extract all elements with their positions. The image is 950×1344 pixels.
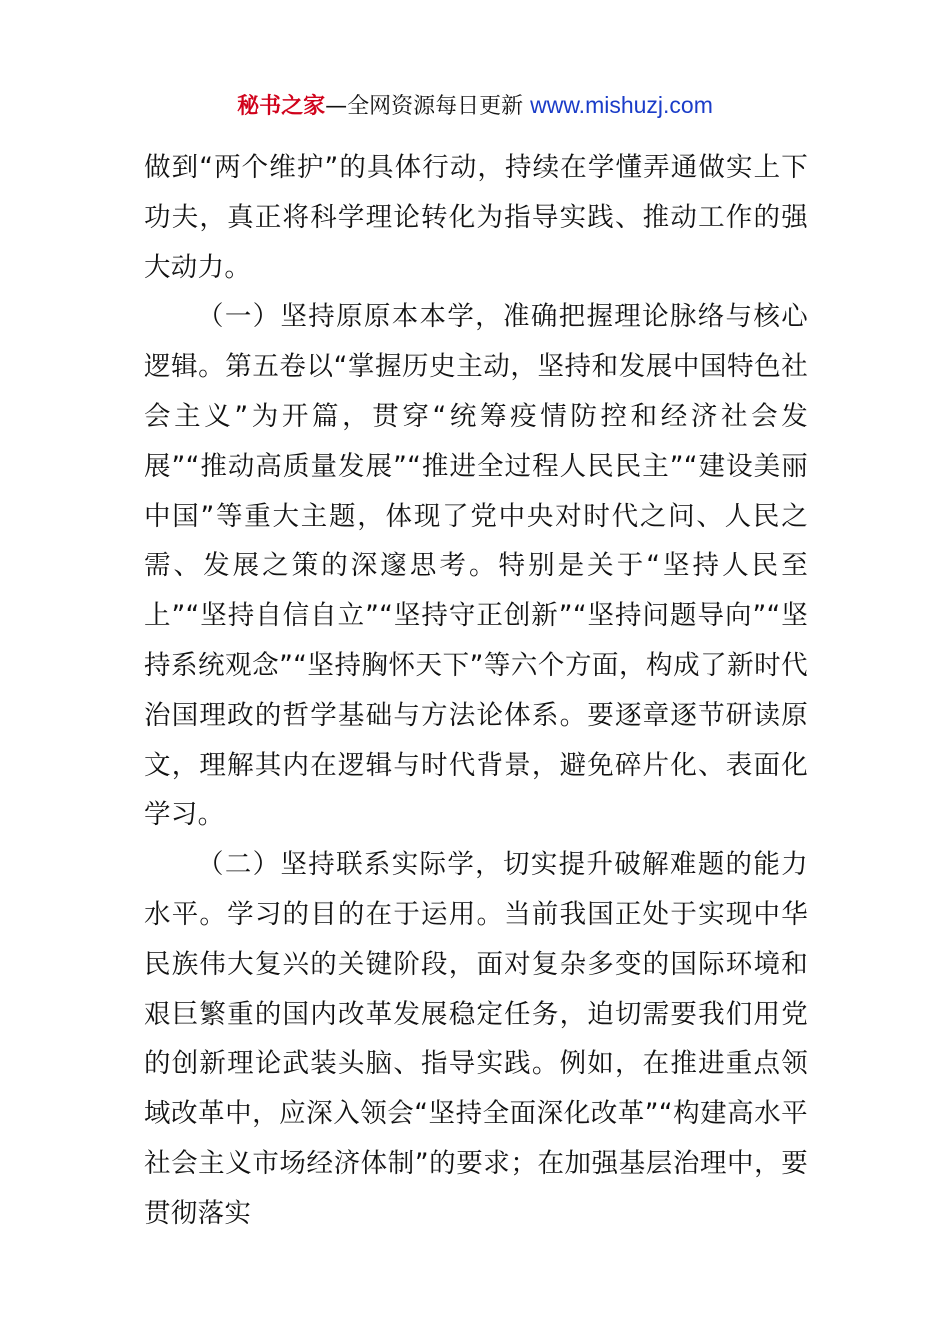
site-brand: 秘书之家	[237, 94, 326, 119]
site-slogan: —全网资源每日更新	[325, 94, 531, 119]
document-body	[144, 143, 808, 1239]
site-header	[0, 88, 950, 124]
paragraph-section-1: （一）坚持原原本本学，准确把握理论脉络与核心逻辑。第五卷以“掌握历史主动，坚持和发展中国特色社会主义”为开篇，贯穿“统筹疫情防控和经济社会发展”“推动高质量发展”“推进全过程人民民主”“建设美丽中国”等重大主题，体现了党中央对时代之问、人民之需、发展之策的深邃思考。特别是关于“坚持人民至上”“坚持自信自立”“坚持守正创新”“坚持问题导向”“坚持系统观念”“坚持胸怀天下”等六个方面，构成了新时代治国理政的哲学基础与方法论体系。要逐章逐节研读原文，理解其内在逻辑与时代背景，避免碎片化、表面化学习。	[144, 301, 808, 831]
site-url-link[interactable]: www.mishuzj.com	[530, 92, 713, 118]
paragraph-section-2: （二）坚持联系实际学，切实提升破解难题的能力水平。学习的目的在于运用。当前我国正处于实现中华民族伟大复兴的关键阶段，面对复杂多变的国际环境和艰巨繁重的国内改革发展稳定任务，迫切需要我们用党的创新理论武装头脑、指导实践。例如，在推进重点领域改革中，应深入领会“坚持全面深化改革”“构建高水平社会主义市场经济体制”的要求；在加强基层治理中，要贯彻落实	[144, 849, 808, 1229]
paragraph-continuation: 做到“两个维护”的具体行动，持续在学懂弄通做实上下功夫，真正将科学理论转化为指导实践、推动工作的强大动力。	[144, 152, 808, 283]
